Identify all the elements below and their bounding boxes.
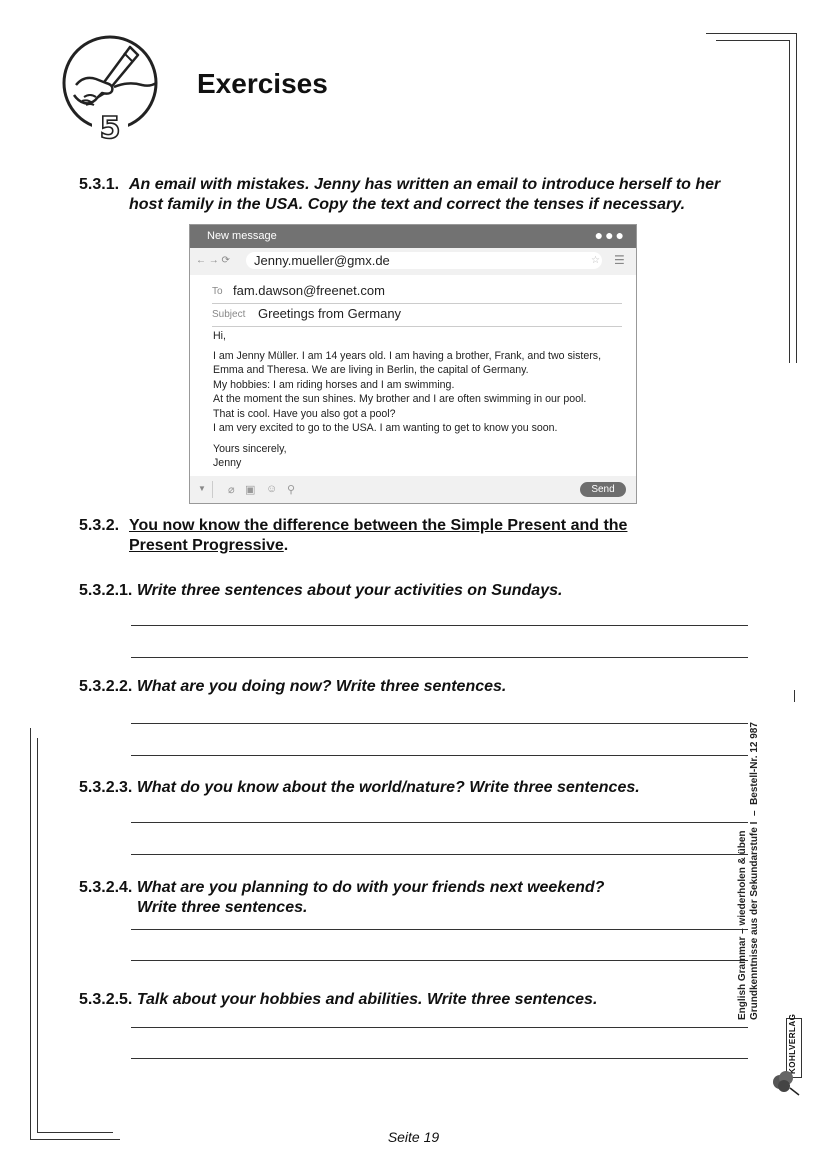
frame-top-right-v1 xyxy=(796,33,797,363)
answer-line[interactable] xyxy=(131,854,748,855)
page-number: Seite 19 xyxy=(387,1129,440,1145)
email-greeting: Hi, xyxy=(213,330,226,342)
star-icon[interactable]: ☆ xyxy=(591,255,600,266)
side-line-1: English Grammar – wiederholen & üben xyxy=(737,830,748,1020)
section-number: 5 xyxy=(99,111,121,146)
email-line: At the moment the sun shines. My brother and I are often swimming in our pool. xyxy=(213,393,587,405)
task-5-3-2-4 xyxy=(79,878,747,917)
chevron-down-icon[interactable]: ▼ xyxy=(198,484,206,493)
task-number: 5.3.1. xyxy=(79,176,120,193)
subject-field[interactable] xyxy=(212,304,622,327)
task-text: Talk about your hobbies and abilities. Write three sentences. xyxy=(136,991,598,1008)
email-signature: Jenny xyxy=(213,457,242,469)
task-text: What are you doing now? Write three sentences. xyxy=(136,678,507,695)
attachment-icon[interactable]: ⌀ xyxy=(228,484,235,496)
answer-line[interactable] xyxy=(131,755,748,756)
send-button[interactable]: Send xyxy=(580,482,626,497)
nav-icons[interactable]: ← → ⟳ xyxy=(196,255,230,266)
emoji-icon[interactable]: ☺ xyxy=(266,483,278,495)
email-titlebar xyxy=(190,225,636,248)
task-number: 5.3.2.1. xyxy=(79,582,133,599)
publisher-side-text xyxy=(737,720,761,1020)
frame-top-right-h1 xyxy=(706,33,796,34)
email-line: I am Jenny Müller. I am 14 years old. I am having a brother, Frank, and two sisters, xyxy=(213,349,602,362)
subject-label: Subject xyxy=(212,309,246,320)
email-body[interactable] xyxy=(213,329,629,471)
task-text-cont-wrap xyxy=(79,536,747,556)
to-value: fam.dawson@freenet.com xyxy=(233,283,385,298)
task-text: An email with mistakes. Jenny has written an email to introduce herself to her xyxy=(129,176,721,193)
frame-top-right-v2 xyxy=(789,40,790,363)
task-5-3-2-1 xyxy=(79,581,747,601)
subject-value: Greetings from Germany xyxy=(258,306,402,321)
task-text: What are you planning to do with your friends next weekend? xyxy=(136,879,605,896)
page-title: Exercises xyxy=(197,68,328,99)
address-field[interactable]: Jenny.mueller@gmx.de xyxy=(246,252,602,269)
search-icon[interactable]: ⚲ xyxy=(287,484,296,496)
answer-line[interactable] xyxy=(131,960,748,961)
answer-line[interactable] xyxy=(131,929,748,930)
frame-bottom-left-v2 xyxy=(37,738,38,1133)
task-text: Write three sentences about your activities on Sundays. xyxy=(136,582,563,599)
task-number: 5.3.2.5. xyxy=(79,991,133,1008)
publisher-logo-text: KOHLVERLAG xyxy=(788,1013,797,1074)
tree-logo-icon xyxy=(770,1068,800,1096)
email-toolbar xyxy=(190,476,636,503)
task-number: 5.3.2.2. xyxy=(79,678,133,695)
email-line: I am very excited to go to the USA. I am wanting to get to know you soon. xyxy=(213,422,558,434)
task-text-period: . xyxy=(283,536,289,554)
task-text: You now know the difference between the Simple Present and the xyxy=(129,517,628,534)
email-closing: Yours sincerely, xyxy=(213,442,287,455)
address-bar xyxy=(190,248,636,275)
to-field[interactable] xyxy=(212,281,622,304)
answer-line[interactable] xyxy=(131,657,748,658)
task-text-cont: host family in the USA. Copy the text and correct the tenses if necessary. xyxy=(129,195,686,213)
task-text-cont: Write three sentences. xyxy=(137,898,308,916)
task-text-cont: Present Progressive xyxy=(129,536,284,554)
image-icon[interactable]: ▣ xyxy=(245,484,256,496)
window-title: New message xyxy=(207,230,277,242)
frame-top-right-h2 xyxy=(716,40,790,41)
task-5-3-1 xyxy=(79,175,747,214)
answer-line[interactable] xyxy=(131,1027,748,1028)
side-line-2: Grundkenntnisse aus der Sekundarstufe I – Bestell-Nr. 12 987 xyxy=(749,722,760,1020)
task-5-3-2-2 xyxy=(79,677,747,697)
task-5-3-2 xyxy=(79,516,747,555)
frame-right-tick xyxy=(794,690,795,702)
task-text: What do you know about the world/nature? Write three sentences. xyxy=(136,779,640,796)
task-5-3-2-5 xyxy=(79,990,747,1010)
email-line: That is cool. Have you also got a pool? xyxy=(213,407,396,420)
answer-line[interactable] xyxy=(131,625,748,626)
email-line: My hobbies: I am riding horses and I am swimming. xyxy=(213,378,455,391)
task-5-3-2-3 xyxy=(79,778,747,798)
task-number: 5.3.2.3. xyxy=(79,779,133,796)
task-number: 5.3.2.4. xyxy=(79,879,133,896)
toolbar-divider xyxy=(212,481,213,498)
more-icon[interactable]: ●●● xyxy=(594,227,626,243)
task-number: 5.3.2. xyxy=(79,517,120,534)
to-label: To xyxy=(212,286,223,297)
email-line: Emma and Theresa. We are living in Berlin, the capital of Germany. xyxy=(213,364,529,376)
answer-line[interactable] xyxy=(131,822,748,823)
answer-line[interactable] xyxy=(131,1058,748,1059)
answer-line[interactable] xyxy=(131,723,748,724)
email-window xyxy=(189,224,637,504)
menu-icon[interactable]: ☰ xyxy=(614,253,625,267)
frame-bottom-left-v1 xyxy=(30,728,31,1140)
